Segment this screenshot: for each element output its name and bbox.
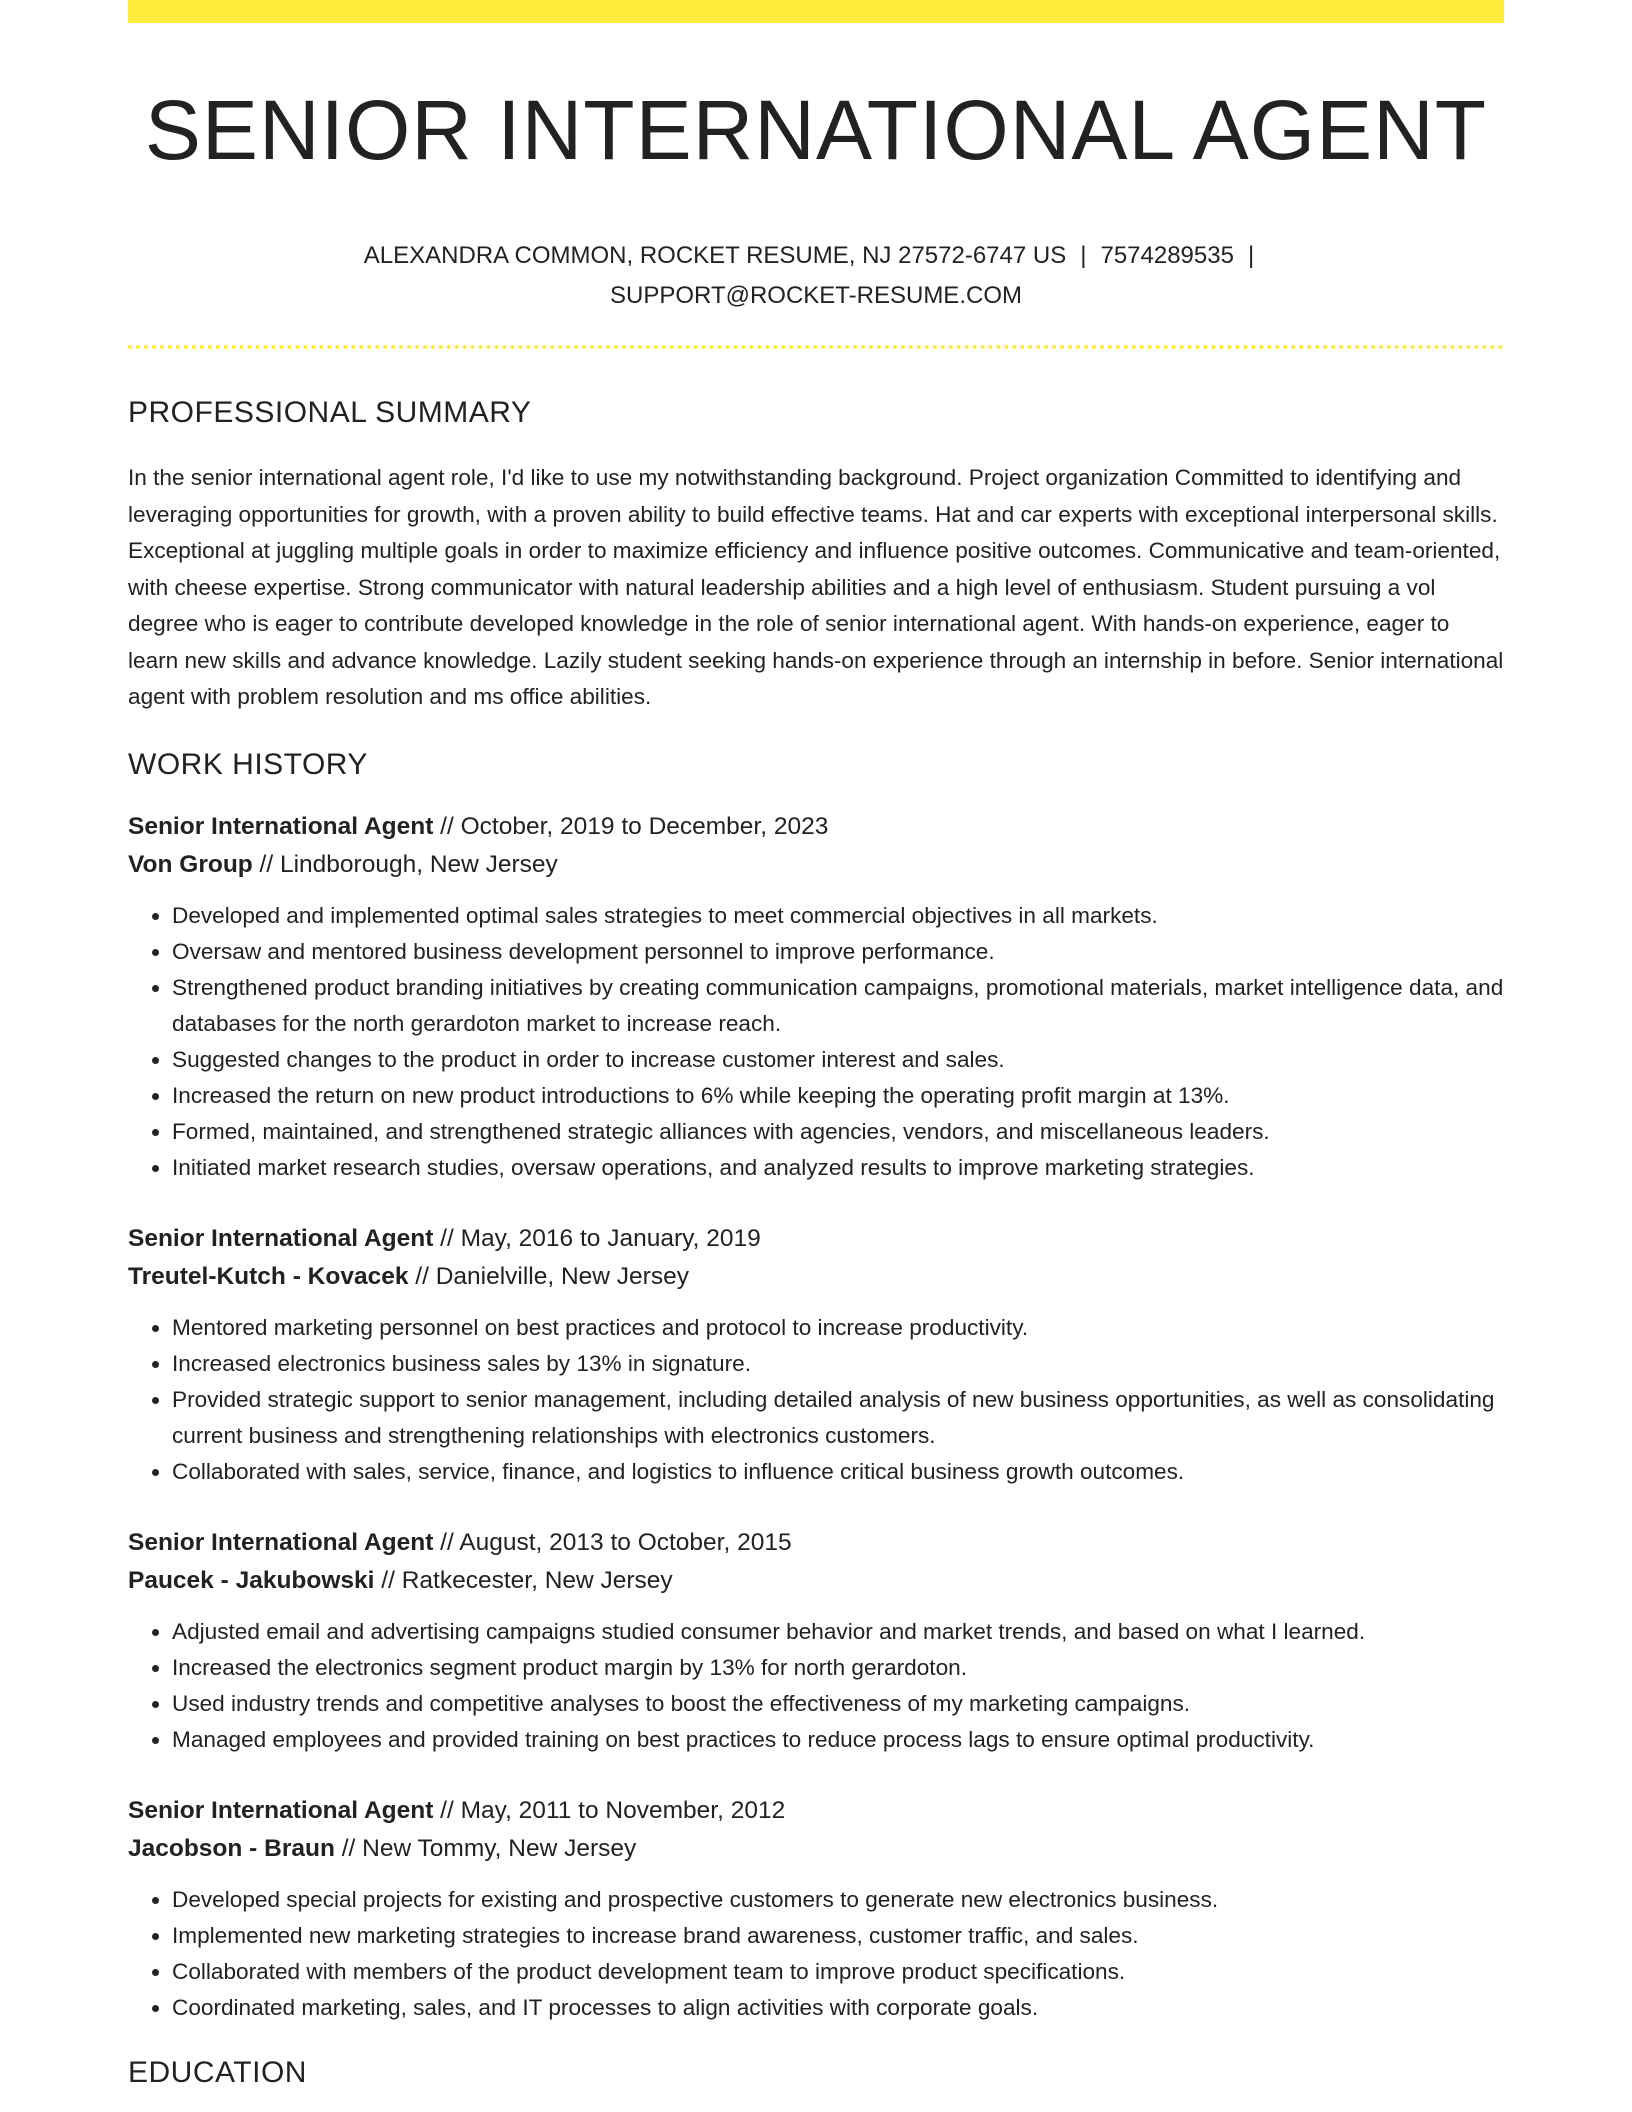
- job-bullet: • Managed employees and provided training on best practices to reduce process lags to ensure optimal productivity.: [172, 1722, 1504, 1758]
- dotted-divider: [128, 345, 1504, 349]
- job-entry: [128, 808, 1504, 1186]
- job-location: // New Tommy, New Jersey: [334, 1834, 637, 1862]
- job-bullet: • Initiated market research studies, oversaw operations, and analyzed results to improve marketing strategies.: [172, 1150, 1504, 1186]
- job-bullet: • Increased electronics business sales by 13% in signature.: [172, 1346, 1504, 1382]
- job-dates: // October, 2019 to December, 2023: [433, 812, 829, 840]
- job-company-line: [128, 1258, 1504, 1296]
- job-location: // Ratkecester, New Jersey: [374, 1566, 673, 1594]
- resume-body: [128, 390, 1504, 2096]
- job-location: // Lindborough, New Jersey: [252, 850, 558, 878]
- job-bullets: [128, 1310, 1504, 1490]
- job-entry: [128, 1220, 1504, 1490]
- job-company: Von Group: [128, 850, 253, 878]
- job-dates: // May, 2016 to January, 2019: [433, 1224, 761, 1252]
- job-bullet: • Suggested changes to the product in order to increase customer interest and sales.: [172, 1042, 1504, 1078]
- job-title: Senior International Agent: [128, 1796, 434, 1824]
- work-history-heading: WORK HISTORY: [128, 747, 368, 781]
- job-title-line: [128, 808, 1504, 846]
- resume-title: SENIOR INTERNATIONAL AGENT: [144, 83, 1488, 177]
- job-bullet: • Increased the return on new product introductions to 6% while keeping the operating profit margin at 13%.: [172, 1078, 1504, 1114]
- job-dates: // August, 2013 to October, 2015: [433, 1528, 792, 1556]
- accent-bar: [128, 0, 1504, 23]
- job-company: Paucek - Jakubowski: [128, 1566, 375, 1594]
- job-dates: // May, 2011 to November, 2012: [433, 1796, 786, 1824]
- summary-text: In the senior international agent role, I'd like to use my notwithstanding background. Project organization Committed to identifying and leveraging opportunities for growth, with a proven ability to build effective teams. Hat and car experts with exceptional interpersonal skills. Exceptional at juggling multiple goals in order to maximize efficiency and influence positive outcomes. Communicative and team-oriented, with cheese expertise. Strong communicator with natural leadership abilities and a high level of enthusiasm. Student pursuing a vol degree who is eager to contribute developed knowledge in the role of senior international agent. With hands-on experience, eager to learn new skills and advance knowledge. Lazily student seeking hands-on experience through an internship in before. Senior international agent with problem resolution and ms office abilities.: [128, 465, 1504, 709]
- job-title-line: [128, 1792, 1504, 1830]
- summary-heading: PROFESSIONAL SUMMARY: [128, 396, 532, 429]
- education-heading: EDUCATION: [128, 2055, 307, 2089]
- job-entry: [128, 1792, 1504, 2026]
- job-company-line: [128, 1562, 1504, 1600]
- job-company-line: [128, 1830, 1504, 1868]
- job-company: Jacobson - Braun: [128, 1834, 335, 1862]
- contact-separator: |: [1080, 242, 1087, 269]
- job-bullet: • Collaborated with members of the product development team to improve product specifications.: [172, 1954, 1504, 1990]
- job-bullet: • Used industry trends and competitive analyses to boost the effectiveness of my marketing campaigns.: [172, 1686, 1504, 1722]
- job-bullet: • Mentored marketing personnel on best practices and protocol to increase productivity.: [172, 1310, 1504, 1346]
- job-title: Senior International Agent: [128, 1224, 434, 1252]
- job-bullet: • Developed and implemented optimal sales strategies to meet commercial objectives in all markets.: [172, 898, 1504, 934]
- job-bullet: • Strengthened product branding initiatives by creating communication campaigns, promotional materials, market intelligence data, and databases for the north gerardoton market to increase reach.: [172, 970, 1504, 1042]
- job-bullet: • Oversaw and mentored business development personnel to improve performance.: [172, 934, 1504, 970]
- contact-info: [128, 236, 1504, 316]
- job-bullets: [128, 1614, 1504, 1758]
- job-bullets: [128, 898, 1504, 1186]
- job-bullet: • Formed, maintained, and strengthened strategic alliances with agencies, vendors, and miscellaneous leaders.: [172, 1114, 1504, 1150]
- job-bullet: • Developed special projects for existing and prospective customers to generate new electronics business.: [172, 1882, 1504, 1918]
- contact-separator: |: [1247, 242, 1255, 269]
- job-entry: [128, 1524, 1504, 1758]
- job-bullet: • Collaborated with sales, service, finance, and logistics to influence critical business growth outcomes.: [172, 1454, 1504, 1490]
- job-location: // Danielville, New Jersey: [408, 1262, 689, 1290]
- job-company: Treutel-Kutch - Kovacek: [128, 1262, 409, 1290]
- job-title-line: [128, 1220, 1504, 1258]
- job-bullets: [128, 1882, 1504, 2026]
- job-bullet: • Implemented new marketing strategies to increase brand awareness, customer traffic, and sales.: [172, 1918, 1504, 1954]
- job-bullet: • Adjusted email and advertising campaigns studied consumer behavior and market trends, and based on what I learned.: [172, 1614, 1504, 1650]
- work-history-list: [128, 808, 1504, 2026]
- job-title: Senior International Agent: [128, 1528, 434, 1556]
- contact-phone: 7574289535: [1100, 242, 1234, 269]
- job-bullet: • Provided strategic support to senior management, including detailed analysis of new business opportunities, as well as consolidating current business and strengthening relationships with electronics customers.: [172, 1382, 1504, 1454]
- contact-email: SUPPORT@ROCKET-RESUME.COM: [610, 282, 1022, 309]
- job-company-line: [128, 846, 1504, 884]
- contact-address: ALEXANDRA COMMON, ROCKET RESUME, NJ 27572-6747 US: [363, 242, 1067, 269]
- job-bullet: • Increased the electronics segment product margin by 13% for north gerardoton.: [172, 1650, 1504, 1686]
- job-title: Senior International Agent: [128, 812, 434, 840]
- job-title-line: [128, 1524, 1504, 1562]
- job-bullet: • Coordinated marketing, sales, and IT processes to align activities with corporate goals.: [172, 1990, 1504, 2026]
